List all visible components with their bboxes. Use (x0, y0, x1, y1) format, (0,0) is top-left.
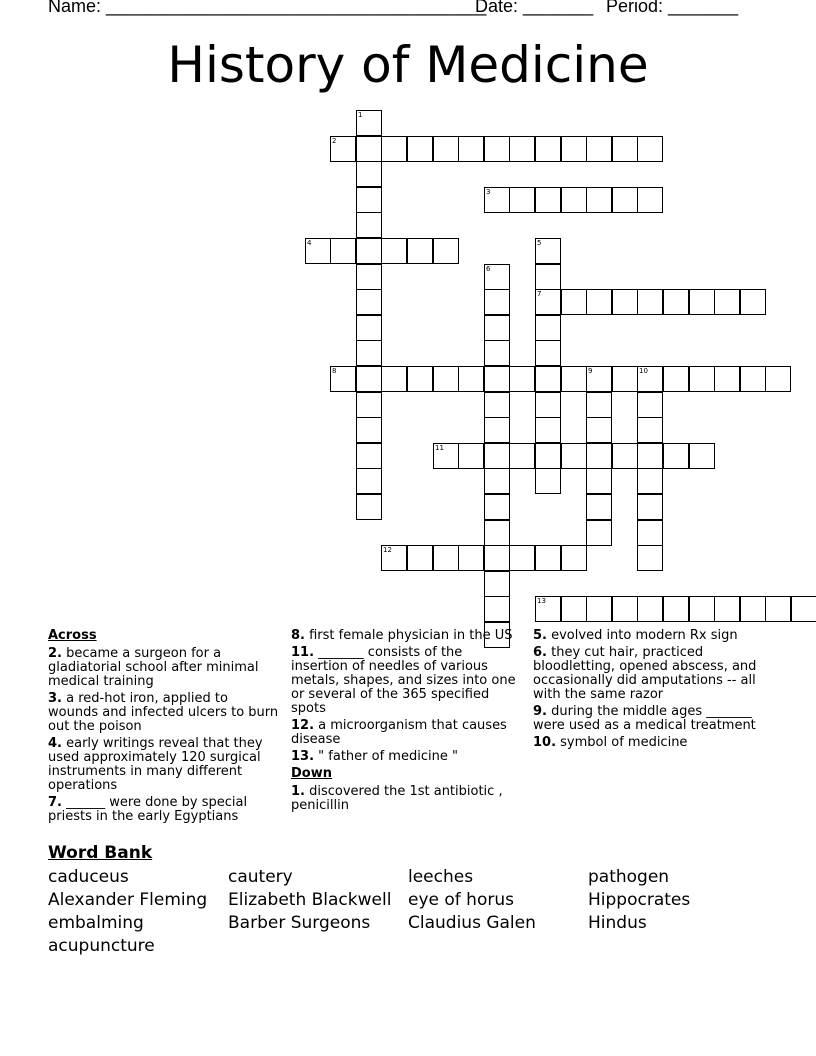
crossword-cell[interactable] (637, 468, 663, 494)
crossword-cell[interactable] (561, 289, 587, 315)
clue-down-1: 1. discovered the 1st antibiotic , penicillin (291, 784, 503, 813)
word-bank-item: Hindus (588, 913, 647, 933)
down-heading: Down (291, 766, 332, 781)
crossword-cell[interactable] (356, 110, 382, 136)
crossword-cell[interactable] (407, 238, 433, 264)
clue-across-4: 4. early writings reveal that they used approximately 120 surgical instruments in many different operations (48, 736, 263, 793)
word-bank-item: embalming (48, 913, 144, 933)
crossword-cell[interactable] (689, 366, 715, 392)
crossword-cell[interactable] (561, 443, 587, 469)
crossword-cell[interactable] (535, 187, 561, 213)
crossword-cell[interactable] (330, 366, 356, 392)
crossword-cell[interactable] (356, 392, 382, 418)
crossword-cell[interactable] (356, 264, 382, 290)
crossword-cell[interactable] (612, 187, 638, 213)
clue-down-9: 9. during the middle ages _______ were used as a medical treatment (533, 704, 756, 733)
clue-number: 8 (332, 367, 337, 375)
crossword-cell[interactable] (637, 187, 663, 213)
crossword-cell[interactable] (484, 596, 510, 622)
crossword-cell[interactable] (535, 238, 561, 264)
crossword-cell[interactable] (791, 596, 816, 622)
clue-across-11: 11. _______ consists of the insertion of needles of various metals, shapes, and sizes into one or several of the 365 specified spots (291, 645, 516, 716)
crossword-cell[interactable] (740, 596, 766, 622)
crossword-cell[interactable] (407, 545, 433, 571)
crossword-cell[interactable] (484, 136, 510, 162)
crossword-cell[interactable] (637, 443, 663, 469)
clue-across-2: 2. became a surgeon for a gladiatorial school after minimal medical training (48, 646, 259, 689)
word-bank-item: Elizabeth Blackwell (228, 890, 392, 910)
clue-across-8: 8. first female physician in the US (291, 628, 513, 643)
crossword-cell[interactable] (484, 315, 510, 341)
crossword-cell[interactable] (663, 443, 689, 469)
crossword-cell[interactable] (356, 238, 382, 264)
crossword-cell[interactable] (433, 136, 459, 162)
crossword-cell[interactable] (765, 366, 791, 392)
crossword-cell[interactable] (356, 289, 382, 315)
crossword-cell[interactable] (637, 520, 663, 546)
clue-number: 10 (639, 367, 648, 375)
crossword-cell[interactable] (356, 366, 382, 392)
crossword-cell[interactable] (458, 443, 484, 469)
crossword-cell[interactable] (433, 443, 459, 469)
crossword-cell[interactable] (535, 468, 561, 494)
crossword-cell[interactable] (612, 136, 638, 162)
crossword-cell[interactable] (765, 596, 791, 622)
crossword-cell[interactable] (561, 136, 587, 162)
period-field[interactable]: Period: _______ (606, 0, 739, 16)
crossword-cell[interactable] (535, 417, 561, 443)
crossword-cell[interactable] (484, 494, 510, 520)
crossword-cell[interactable] (586, 187, 612, 213)
crossword-cell[interactable] (509, 443, 535, 469)
clue-number: 5 (537, 239, 542, 247)
clue-number: 6 (486, 265, 491, 273)
crossword-cell[interactable] (356, 443, 382, 469)
crossword-cell[interactable] (484, 417, 510, 443)
word-bank-title: Word Bank (48, 843, 153, 863)
crossword-cell[interactable] (663, 366, 689, 392)
crossword-cell[interactable] (433, 545, 459, 571)
crossword-cell[interactable] (612, 596, 638, 622)
word-bank-item: Hippocrates (588, 890, 691, 910)
crossword-cell[interactable] (637, 494, 663, 520)
crossword-cell[interactable] (586, 468, 612, 494)
crossword-cell[interactable] (484, 366, 510, 392)
word-bank-item: leeches (408, 867, 474, 887)
crossword-cell[interactable] (407, 366, 433, 392)
word-bank-item: Alexander Fleming (48, 890, 208, 910)
crossword-cell[interactable] (484, 392, 510, 418)
crossword-cell[interactable] (586, 136, 612, 162)
crossword-cell[interactable] (484, 289, 510, 315)
crossword-cell[interactable] (356, 494, 382, 520)
crossword-cell[interactable] (356, 417, 382, 443)
crossword-cell[interactable] (535, 596, 561, 622)
crossword-cell[interactable] (484, 443, 510, 469)
crossword-cell[interactable] (484, 571, 510, 597)
crossword-cell[interactable] (637, 417, 663, 443)
crossword-cell[interactable] (535, 315, 561, 341)
clue-number: 2 (332, 137, 337, 145)
page-title: History of Medicine (167, 36, 649, 94)
crossword-cell[interactable] (356, 468, 382, 494)
clue-across-12: 12. a microorganism that causes disease (291, 718, 507, 747)
crossword-cell[interactable] (356, 340, 382, 366)
word-bank-item: cautery (228, 867, 293, 887)
crossword-cell[interactable] (356, 161, 382, 187)
clue-down-10: 10. symbol of medicine (533, 735, 688, 750)
crossword-cell[interactable] (637, 392, 663, 418)
clue-number: 9 (588, 367, 593, 375)
crossword-cell[interactable] (356, 136, 382, 162)
clue-number: 4 (307, 239, 312, 247)
crossword-cell[interactable] (586, 417, 612, 443)
crossword-cell[interactable] (586, 520, 612, 546)
crossword-cell[interactable] (535, 340, 561, 366)
crossword-cell[interactable] (535, 443, 561, 469)
crossword-cell[interactable] (561, 596, 587, 622)
crossword-cell[interactable] (637, 596, 663, 622)
crossword-cell[interactable] (458, 545, 484, 571)
crossword-cell[interactable] (484, 264, 510, 290)
crossword-cell[interactable] (561, 366, 587, 392)
crossword-cell[interactable] (356, 212, 382, 238)
across-heading: Across (48, 628, 97, 643)
crossword-cell[interactable] (714, 366, 740, 392)
crossword-cell[interactable] (356, 187, 382, 213)
crossword-cell[interactable] (637, 545, 663, 571)
word-bank-item: caduceus (48, 867, 129, 887)
crossword-cell[interactable] (509, 545, 535, 571)
crossword-cell[interactable] (612, 289, 638, 315)
crossword-cell[interactable] (484, 468, 510, 494)
crossword-cell[interactable] (689, 596, 715, 622)
crossword-cell[interactable] (586, 289, 612, 315)
crossword-cell[interactable] (689, 289, 715, 315)
clue-number: 7 (537, 290, 542, 298)
crossword-cell[interactable] (586, 596, 612, 622)
crossword-cell[interactable] (740, 366, 766, 392)
crossword-cell[interactable] (714, 289, 740, 315)
across-clues-col1 (48, 629, 280, 827)
crossword-cell[interactable] (381, 366, 407, 392)
crossword-cell[interactable] (484, 545, 510, 571)
crossword-cell[interactable] (637, 136, 663, 162)
clue-number: 12 (383, 546, 392, 554)
clue-across-13: 13. " father of medicine " (291, 749, 458, 764)
crossword-cell[interactable] (561, 545, 587, 571)
crossword-cell[interactable] (535, 366, 561, 392)
crossword-cell[interactable] (586, 366, 612, 392)
clue-number: 11 (435, 444, 444, 452)
crossword-cell[interactable] (586, 443, 612, 469)
clue-across-3: 3. a red-hot iron, applied to wounds and infected ulcers to burn out the poison (48, 691, 279, 734)
crossword-cell[interactable] (509, 366, 535, 392)
crossword-cell[interactable] (586, 494, 612, 520)
crossword-cell[interactable] (637, 366, 663, 392)
word-bank-item: pathogen (588, 867, 670, 887)
crossword-cell[interactable] (330, 136, 356, 162)
crossword-cell[interactable] (612, 366, 638, 392)
date-field[interactable]: Date: _______ (475, 0, 594, 16)
crossword-cell[interactable] (689, 443, 715, 469)
crossword-cell[interactable] (330, 238, 356, 264)
crossword-cell[interactable] (484, 187, 510, 213)
crossword-cell[interactable] (484, 340, 510, 366)
crossword-cell[interactable] (535, 136, 561, 162)
crossword-cell[interactable] (305, 238, 331, 264)
crossword-cell[interactable] (381, 545, 407, 571)
crossword-cell[interactable] (381, 136, 407, 162)
crossword-cell[interactable] (433, 366, 459, 392)
crossword-cell[interactable] (433, 238, 459, 264)
crossword-cell[interactable] (458, 366, 484, 392)
crossword-cell[interactable] (381, 238, 407, 264)
word-bank-item: Barber Surgeons (228, 913, 371, 933)
crossword-cell[interactable] (509, 187, 535, 213)
crossword-cell[interactable] (407, 136, 433, 162)
clue-number: 13 (537, 597, 546, 605)
crossword-cell[interactable] (637, 289, 663, 315)
crossword-cell[interactable] (535, 264, 561, 290)
crossword-cell[interactable] (484, 520, 510, 546)
crossword-cell[interactable] (535, 545, 561, 571)
crossword-cell[interactable] (509, 136, 535, 162)
clue-number: 1 (358, 111, 363, 119)
clue-down-5: 5. evolved into modern Rx sign (533, 628, 738, 643)
word-bank-item: Claudius Galen (408, 913, 536, 933)
crossword-cell[interactable] (612, 443, 638, 469)
name-field[interactable]: Name: ______________________________________ (48, 0, 487, 16)
across-clues-col2 (291, 629, 523, 816)
crossword-cell[interactable] (356, 315, 382, 341)
crossword-cell[interactable] (663, 289, 689, 315)
crossword-cell[interactable] (561, 187, 587, 213)
clue-down-6: 6. they cut hair, practiced bloodletting, opened abscess, and occasionally did amputations -- all with the same razor (533, 645, 757, 702)
word-bank-item: acupuncture (48, 936, 155, 956)
crossword-cell[interactable] (663, 596, 689, 622)
crossword-cell[interactable] (586, 392, 612, 418)
word-bank-item: eye of horus (408, 890, 514, 910)
clue-across-7: 7. ______ were done by special priests in the early Egyptians (48, 795, 248, 824)
crossword-cell[interactable] (535, 289, 561, 315)
clue-number: 3 (486, 188, 491, 196)
crossword-cell[interactable] (714, 596, 740, 622)
crossword-cell[interactable] (458, 136, 484, 162)
crossword-cell[interactable] (535, 392, 561, 418)
down-clues-col3 (533, 629, 769, 753)
crossword-cell[interactable] (740, 289, 766, 315)
